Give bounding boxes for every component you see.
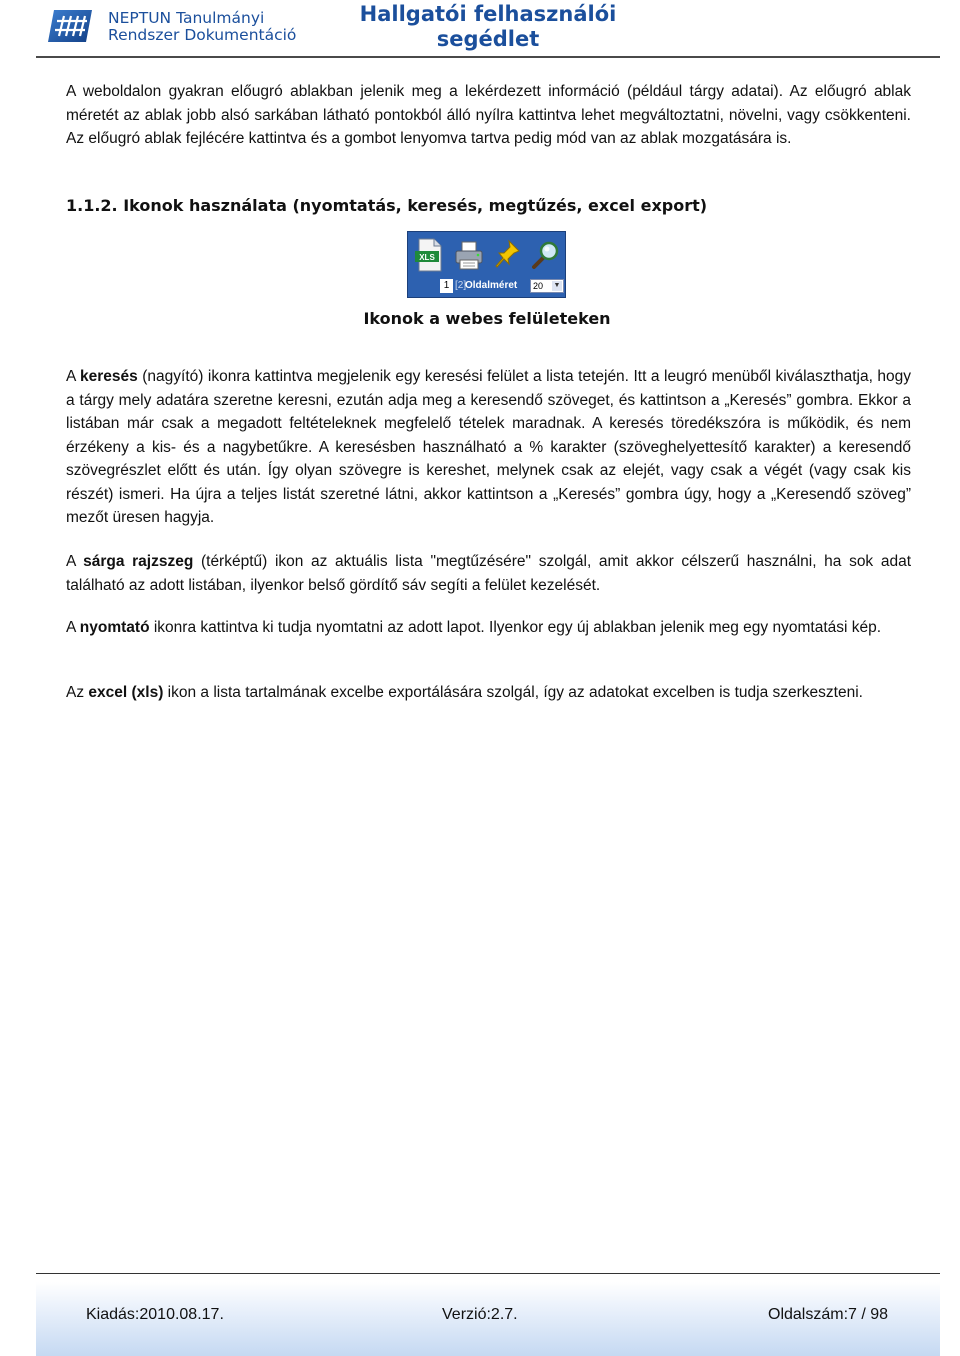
excel-para-bold: excel (xls) [88, 684, 164, 701]
print-para-bold: nyomtató [79, 619, 150, 636]
figure-caption: Ikonok a webes felületeken [363, 309, 611, 328]
search-paragraph [66, 365, 911, 530]
document-title-line-2: segédlet [436, 27, 540, 51]
pin-para-text: (térképtű) ikon az aktuális lista "megtűzésére" szolgál, amit akkor célszerű használni, ha sok adat található az adott listában, ilyenkor belső gördítő sáv segíti a felület kezelését. [66, 553, 911, 594]
pin-para-bold: sárga rajzszeg [83, 553, 194, 570]
header-divider [36, 56, 940, 58]
chevron-down-icon: ▼ [553, 282, 561, 289]
xls-label: XLS [419, 253, 435, 262]
print-para-pre: A [66, 619, 80, 636]
footer-version: Verzió:2.7. [442, 1306, 518, 1323]
pin-paragraph [66, 550, 911, 597]
document-title-line-1: Hallgatói felhasználói [359, 2, 617, 26]
neptun-logo-icon [46, 8, 94, 44]
search-para-bold: keresés [79, 368, 138, 385]
document-title [328, 2, 648, 52]
search-para-pre: A [66, 368, 80, 385]
search-para-text: (nagyító) ikonra kattintva megjelenik egy keresési felület a lista tetején. Itt a leugró menüből kiválaszthatja, hogy a tárgy mely adatára szeretne keresni, ezután adja meg a keresendő szöveget, és kattintson a „Keresés” gombra. Ekkor a listában már csak a megadott feltételeknek megfelelő tételek maradnak. A keresés töredékszóra is működik, és nem érzékeny a kis- és a nagybetűkre. A keresésben használható a % karakter (szöveghelyettesítő karakter) a keresendő szövegrészlet előtt és után. Így olyan szövegre is kereshet, melynek csak az elejét, vagy csak a végét (vagy csak kis részét) ismeri. Ha újra a teljes listát szeretné látni, akkor kattintson a „Keresés” gombra úgy, hogy a „Keresendő szöveg” mezőt üresen hagyja. [66, 368, 911, 526]
pin-para-pre: A [66, 553, 84, 570]
intro-paragraph: A weboldalon gyakran előugró ablakban jelenik meg a lekérdezett információ (például tárgy adatai). Az előugró ablak méretét az ablak jobb alsó sarkában látható pontokból álló nyílra kattintva lehet megváltoztatni, növelni, vagy csökkenteni. Az előugró ablak fejlécére kattintva és a gombot lenyomva tartva pedig mód van az ablak mozgatására is. [66, 83, 911, 147]
brand-line-1: NEPTUN Tanulmányi [108, 9, 265, 27]
page-size-value: 20 [533, 281, 544, 291]
brand-name [108, 10, 296, 44]
excel-export-icon[interactable] [414, 238, 444, 272]
print-paragraph [66, 616, 911, 640]
next-page-link[interactable]: [2] [455, 280, 467, 291]
current-page[interactable]: 1 [440, 279, 453, 293]
pager-bar [412, 278, 564, 295]
excel-paragraph [66, 681, 911, 705]
print-para-text: ikonra kattintva ki tudja nyomtatni az adott lapot. Ilyenkor egy új ablakban jelenik meg egy nyomtatási kép. [149, 619, 882, 636]
footer-divider [36, 1273, 940, 1274]
brand-line-2: Rendszer Dokumentáció [108, 26, 297, 44]
page-size-label: Oldalméret [465, 280, 518, 291]
icon-toolbar-figure [407, 231, 566, 298]
footer-edition: Kiadás:2010.08.17. [86, 1306, 224, 1323]
page-size-select[interactable] [530, 279, 564, 293]
excel-para-pre: Az [66, 684, 89, 701]
printer-icon[interactable] [454, 238, 484, 272]
excel-para-text: ikon a lista tartalmának excelbe exportálására szolgál, így az adatokat excelben is tudja szerkeszteni. [163, 684, 863, 701]
page-header [0, 0, 960, 58]
footer-page-number: Oldalszám:7 / 98 [768, 1306, 889, 1323]
section-title: 1.1.2. Ikonok használata (nyomtatás, keresés, megtűzés, excel export) [66, 196, 708, 215]
pin-icon[interactable] [493, 238, 523, 272]
magnifier-icon[interactable] [530, 238, 560, 272]
